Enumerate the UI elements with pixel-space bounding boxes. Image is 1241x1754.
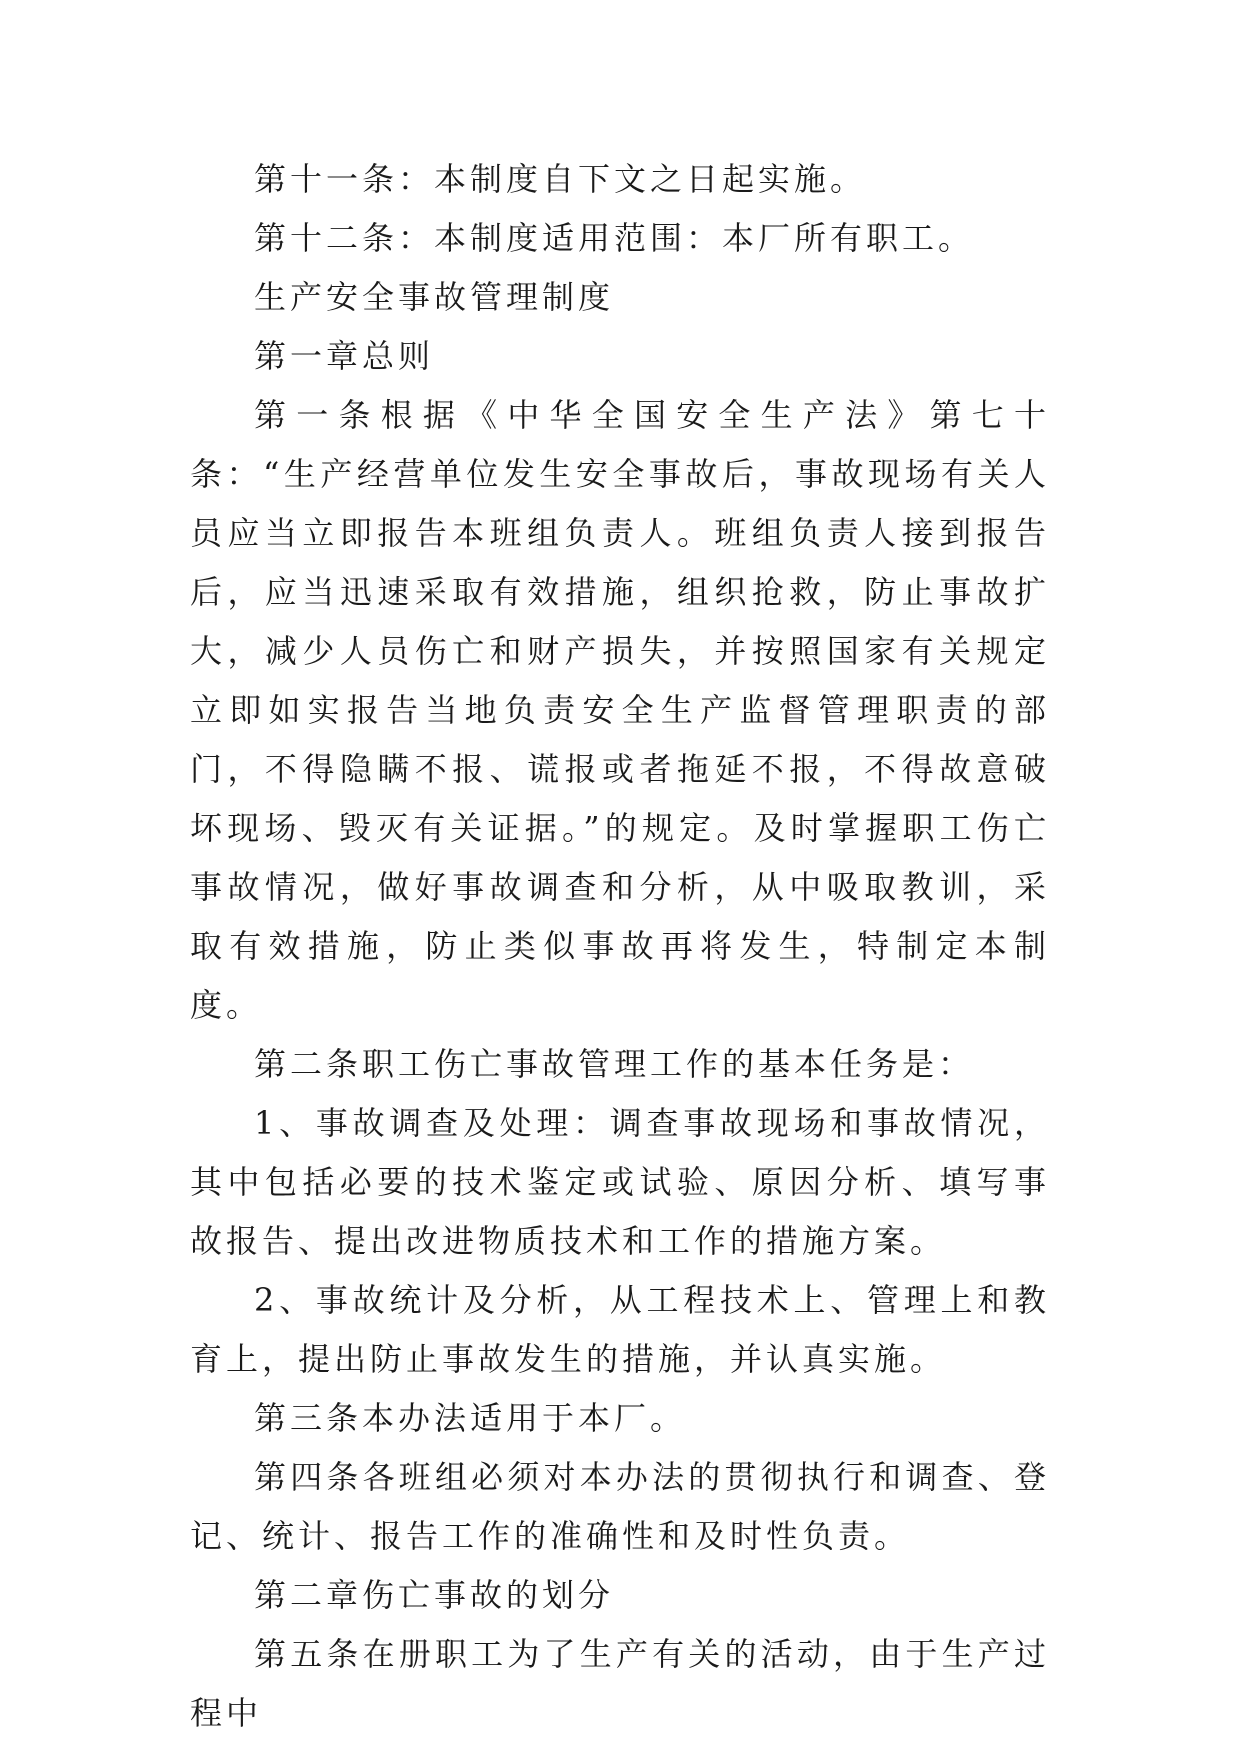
chapter-1-heading: 第一章总则 — [254, 337, 435, 375]
paragraph-item-1: 1、事故调查及处理：调查事故现场和事故情况，其中包括必要的技术鉴定或试验、原因分析、填写事故报告、提出改进物质技术和工作的措施方案。 — [190, 1104, 1050, 1260]
paragraph-article-1: 第一条根据《中华全国安全生产法》第七十条：“生产经营单位发生安全事故后，事故现场有关人员应当立即报告本班组负责人。班组负责人接到报告后，应当迅速采取有效措施，组织抢救，防止事故扩大，减少人员伤亡和财产损失，并按照国家有关规定立即如实报告当地负责安全生产监督管理职责的部门，不得隐瞒不报、谎报或者拖延不报，不得故意破坏现场、毁灭有关证据。”的规定。及时掌握职工伤亡事故情况，做好事故调查和分析，从中吸取教训，采取有效措施，防止类似事故再将发生，特制定本制度。 — [190, 396, 1050, 1024]
paragraph-article-2: 第二条职工伤亡事故管理工作的基本任务是： — [254, 1045, 975, 1083]
document-title: 生产安全事故管理制度 — [254, 278, 615, 316]
paragraph-article-5: 第五条在册职工为了生产有关的活动，由于生产过程中 — [190, 1635, 1050, 1732]
document-page — [190, 150, 1050, 1743]
paragraph-item-2: 2、事故统计及分析，从工程技术上、管理上和教育上，提出防止事故发生的措施，并认真实施。 — [190, 1281, 1050, 1378]
paragraph-article-4: 第四条各班组必须对本办法的贯彻执行和调查、登记、统计、报告工作的准确性和及时性负责。 — [190, 1458, 1050, 1555]
paragraph-article-11: 第十一条：本制度自下文之日起实施。 — [254, 160, 867, 198]
paragraph-article-12: 第十二条：本制度适用范围：本厂所有职工。 — [254, 219, 975, 257]
paragraph-article-3: 第三条本办法适用于本厂。 — [254, 1399, 687, 1437]
chapter-2-heading: 第二章伤亡事故的划分 — [254, 1576, 615, 1614]
